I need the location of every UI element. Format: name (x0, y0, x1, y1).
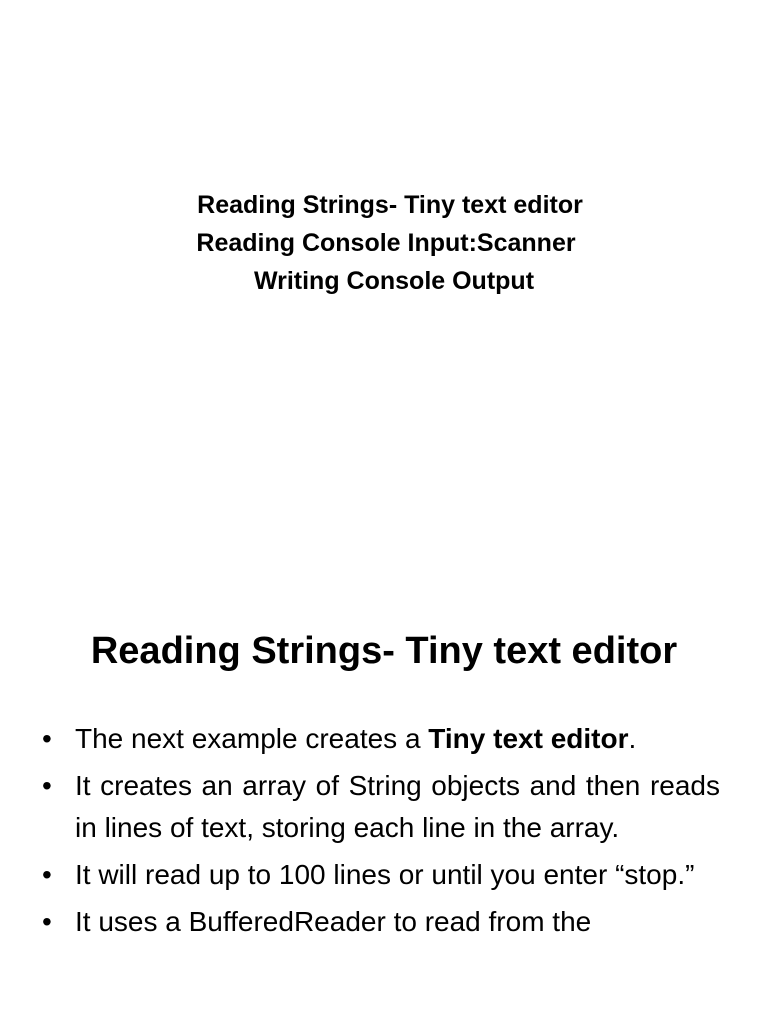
bullet-list (42, 718, 720, 948)
bullet-3-text: It will read up to 100 lines or until you enter “stop.” (75, 859, 695, 890)
title-line-1: Reading Strings- Tiny text editor (197, 191, 583, 219)
bullet-item-2 (42, 765, 720, 849)
bullet-1-text-after: . (628, 723, 637, 754)
slide-heading: Reading Strings- Tiny text editor (90, 630, 678, 672)
bullet-item-4 (42, 901, 720, 943)
bullet-item-1 (42, 718, 720, 760)
content-slide (0, 576, 768, 1024)
bullet-4-text: It uses a BufferedReader to read from the (75, 906, 592, 937)
title-line-3: Writing Console Output (253, 267, 535, 295)
bullet-1-text-before: The next example creates a (75, 723, 429, 754)
title-block (0, 186, 768, 300)
bullet-1-bold-text: Tiny text editor (428, 723, 629, 754)
bullet-item-3 (42, 854, 720, 896)
bullet-2-text: It creates an array of String objects and then reads in lines of text, storing each line in the array. (75, 770, 720, 843)
title-line-2: Reading Console Input:Scanner (196, 229, 576, 257)
